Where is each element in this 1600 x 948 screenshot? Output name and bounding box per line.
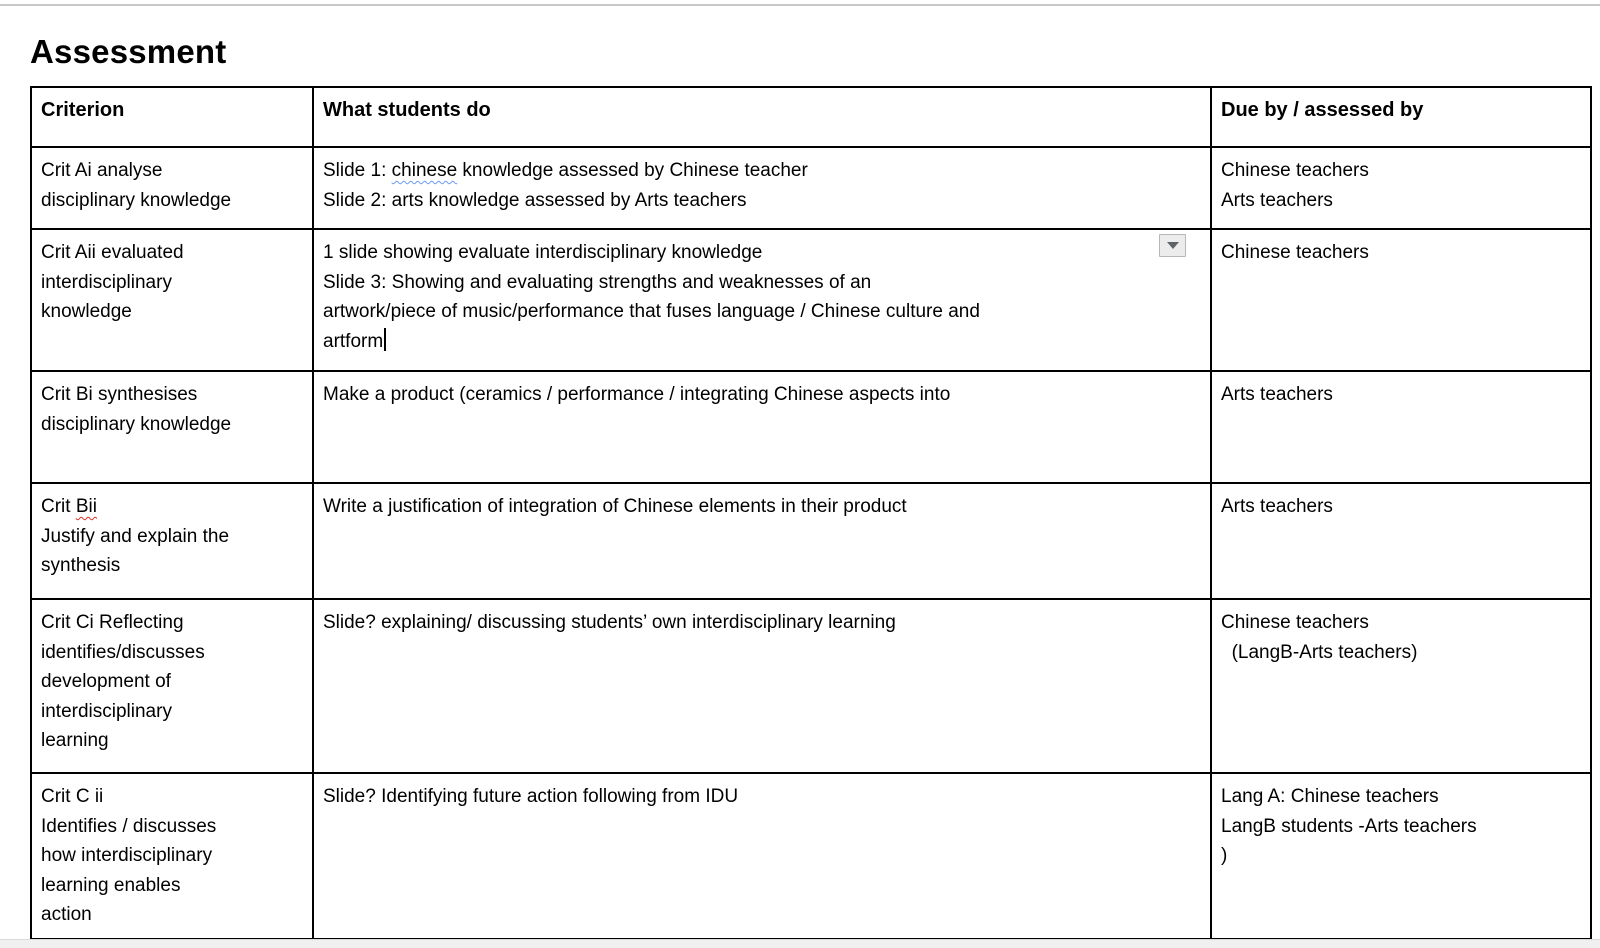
cell-text-line: interdisciplinary [41, 700, 172, 722]
cell-text-line: Justify and explain the [41, 525, 230, 547]
cell-due-crit-bi[interactable] [1211, 371, 1591, 483]
cell-text-line [323, 156, 1200, 186]
cell-text-line: Chinese teachers [1221, 160, 1369, 181]
cell-criterion-crit-c-ii[interactable] [31, 773, 313, 939]
cell-text-line: Slide? explaining/ discussing students’ own interdisciplinary learning [323, 612, 896, 633]
table-row [31, 773, 1591, 939]
header-label: Criterion [41, 99, 125, 121]
cell-what-crit-bii[interactable] [313, 483, 1211, 599]
table-row [31, 599, 1591, 773]
cell-due-crit-ai[interactable] [1211, 147, 1591, 229]
cell-what-crit-aii[interactable] [313, 229, 1211, 371]
cell-text-line: Identifies / discusses [41, 815, 217, 837]
text-segment: Crit [41, 496, 76, 517]
page-top-rule [0, 4, 1600, 6]
text-cursor [384, 328, 386, 351]
cell-text-line: Lang A: Chinese teachers [1221, 786, 1439, 807]
cell-text-line: disciplinary knowledge [41, 189, 232, 211]
cell-text-line: (LangB-Arts teachers) [1221, 641, 1418, 663]
cell-due-crit-aii[interactable] [1211, 229, 1591, 371]
cell-criterion-crit-bi[interactable] [31, 371, 313, 483]
cell-text-line: disciplinary knowledge [41, 413, 232, 435]
cell-text-line: Crit C ii [41, 786, 104, 807]
cell-text-line: Arts teachers [1221, 384, 1333, 405]
cell-criterion-crit-aii[interactable] [31, 229, 313, 371]
spellcheck-flagged-word: chinese [391, 160, 458, 181]
cell-text-line: knowledge [41, 301, 132, 322]
assessment-table [30, 86, 1592, 940]
cell-text-line: Crit Aii evaluated [41, 242, 184, 263]
spellcheck-flagged-word: Bii [75, 496, 97, 517]
page-title[interactable]: Assessment [30, 33, 227, 71]
cell-text-line [323, 327, 1200, 357]
cell-what-crit-ci[interactable] [313, 599, 1211, 773]
cell-what-crit-bi[interactable] [313, 371, 1211, 483]
cell-criterion-crit-ci[interactable] [31, 599, 313, 773]
cell-text-line: Arts teachers [1221, 496, 1333, 517]
header-cell-due-by[interactable] [1211, 87, 1591, 147]
text-segment: artform [323, 330, 384, 352]
cell-text-line: Chinese teachers [1221, 612, 1369, 633]
text-segment: Slide 1: [323, 160, 392, 181]
cell-text-line: identifies/discusses [41, 641, 205, 663]
table-row [31, 229, 1591, 371]
cell-text-line: Make a product (ceramics / performance / integrating Chinese aspects into [323, 384, 951, 405]
cell-due-crit-bii[interactable] [1211, 483, 1591, 599]
cell-text-line: LangB students -Arts teachers [1221, 815, 1477, 837]
cell-text-line: 1 slide showing evaluate interdisciplinary knowledge [323, 242, 763, 263]
cell-text-line: how interdisciplinary [41, 845, 213, 866]
cell-text-line: Slide 2: arts knowledge assessed by Arts teachers [323, 189, 747, 211]
cell-text-line: interdisciplinary [41, 271, 172, 293]
cell-text-line: Arts teachers [1221, 189, 1333, 211]
cell-text-line: artwork/piece of music/performance that fuses language / Chinese culture and [323, 301, 980, 322]
header-label: What students do [323, 99, 491, 121]
table-row [31, 147, 1591, 229]
table-row [31, 371, 1591, 483]
cell-criterion-crit-ai[interactable] [31, 147, 313, 229]
cell-text-line: synthesis [41, 555, 121, 576]
cell-text-line [41, 492, 302, 522]
cell-text-line: ) [1221, 845, 1228, 866]
header-cell-what-students-do[interactable] [313, 87, 1211, 147]
cell-text-line: development of [41, 671, 171, 692]
cell-text-line: learning [41, 730, 109, 751]
cell-due-crit-c-ii[interactable] [1211, 773, 1591, 939]
header-label: Due by / assessed by [1221, 99, 1424, 121]
table-row [31, 483, 1591, 599]
cell-text-line: Crit Ai analyse [41, 160, 163, 181]
cell-due-crit-ci[interactable] [1211, 599, 1591, 773]
cell-text-line: action [41, 904, 92, 925]
cell-what-crit-c-ii[interactable] [313, 773, 1211, 939]
cell-criterion-crit-bii[interactable] [31, 483, 313, 599]
cell-dropdown-button[interactable] [1159, 234, 1186, 257]
page-bottom-gap [0, 939, 1600, 948]
cell-text-line: Crit Ci Reflecting [41, 612, 184, 633]
cell-text-line: Slide? Identifying future action following from IDU [323, 786, 739, 807]
cell-text-line: Slide 3: Showing and evaluating strengths and weaknesses of an [323, 271, 872, 293]
header-cell-criterion[interactable] [31, 87, 313, 147]
cell-text-line: Crit Bi synthesises [41, 384, 198, 405]
cell-text-line: Chinese teachers [1221, 242, 1369, 263]
text-segment: knowledge assessed by Chinese teacher [457, 160, 808, 181]
cell-text-line: Write a justification of integration of Chinese elements in their product [323, 496, 907, 517]
chevron-down-icon [1167, 242, 1179, 249]
assessment-table-container [30, 86, 1592, 940]
cell-text-line: learning enables [41, 874, 181, 896]
header-row [31, 87, 1591, 147]
cell-what-crit-ai[interactable] [313, 147, 1211, 229]
